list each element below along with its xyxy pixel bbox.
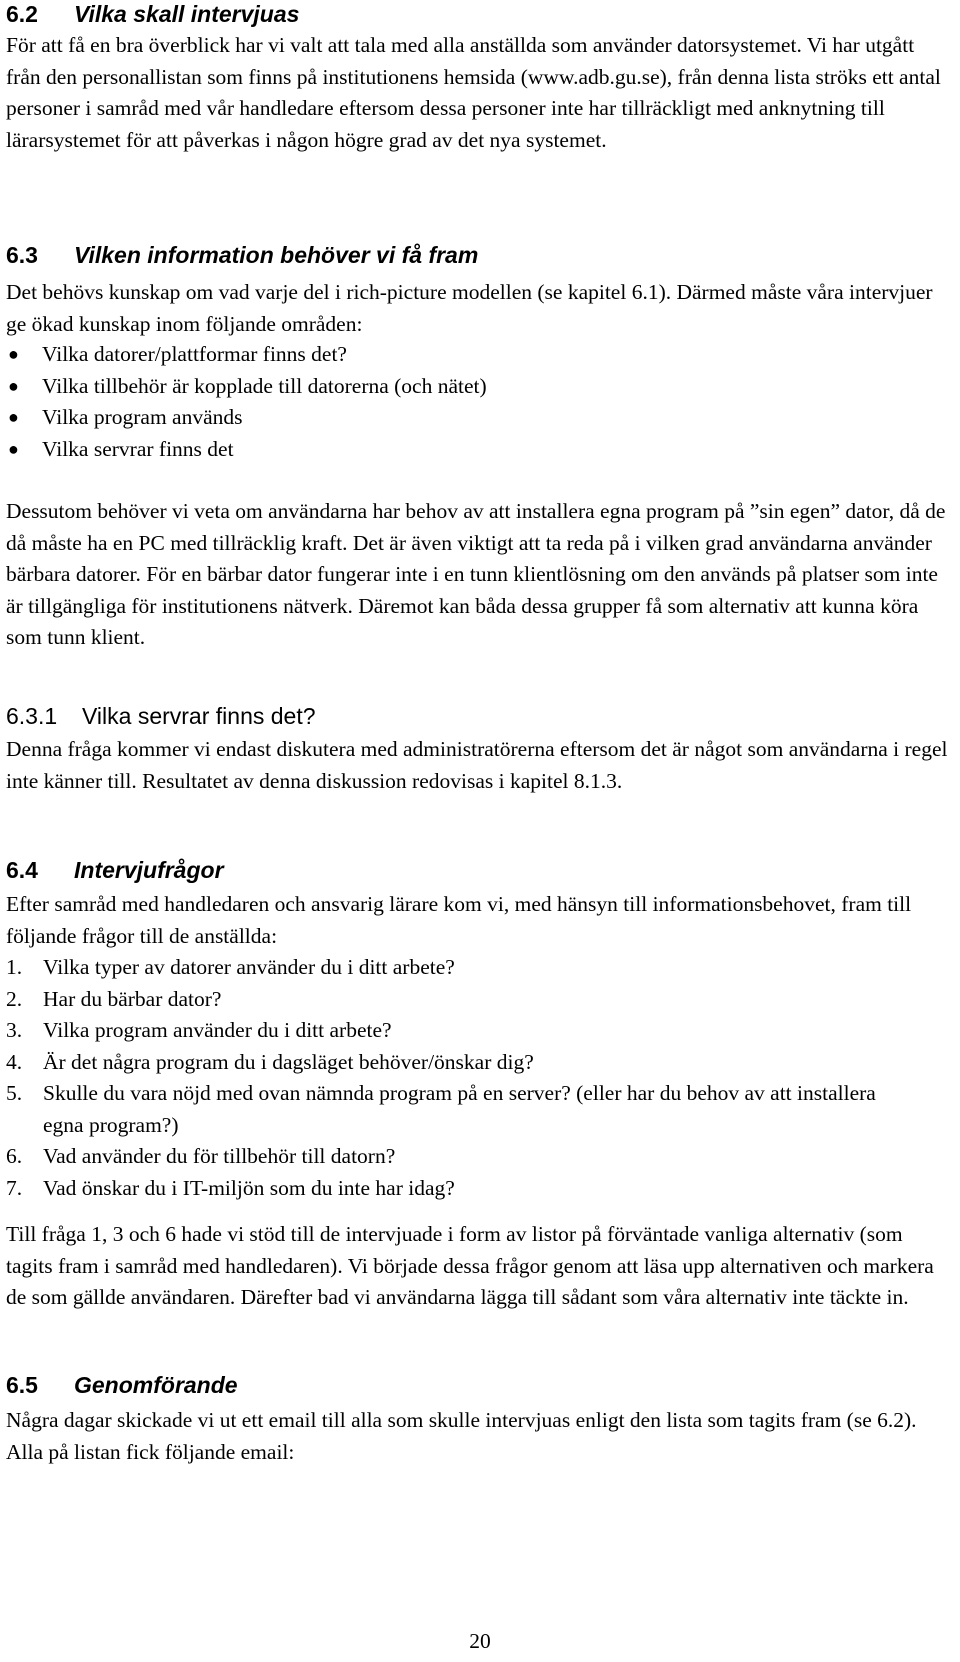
question-text: Vad önskar du i IT-miljön som du inte har idag? (43, 1175, 455, 1200)
question-number: 1. (6, 955, 23, 979)
bullet-icon: ● (8, 375, 19, 396)
section-heading-6-4 (6, 856, 224, 884)
interview-questions-list (6, 952, 950, 1204)
question-item (6, 1078, 950, 1141)
list-item-text: Vilka program används (42, 405, 243, 429)
section-number: 6.5 (6, 1372, 38, 1398)
question-item (6, 1173, 950, 1205)
list-item (6, 339, 950, 371)
question-item (6, 984, 950, 1016)
section-title: Vilken information behöver vi få fram (74, 242, 479, 268)
bullet-icon: ● (8, 438, 19, 459)
list-item (6, 371, 950, 403)
information-needs-list (6, 339, 950, 465)
section-number: 6.2 (6, 1, 38, 27)
question-number: 3. (6, 1018, 23, 1042)
question-number: 2. (6, 986, 23, 1011)
question-number: 6. (6, 1144, 23, 1168)
list-item-text: Vilka servrar finns det (42, 436, 234, 461)
page-number: 20 (469, 1629, 491, 1653)
section-6-2-paragraph: För att få en bra överblick har vi valt att tala med alla anställda som använder datorsystemet. Vi har utgått från den personallistan som finns på institutionens hemsida (www.adb.gu.se), från denna lista ströks ett antal personer i samråd med vår handledare eftersom dessa personer inte har tillräckligt med anknytning till lärarsystemet för att påverkas i någon högre grad av det nya systemet. (6, 33, 941, 152)
question-text: Vilka typer av datorer använder du i ditt arbete? (43, 955, 455, 979)
section-6-5-paragraph: Några dagar skickade vi ut ett email till alla som skulle intervjuas enligt den lista som tagits fram (se 6.2). Alla på listan fick följande email: (6, 1408, 917, 1464)
question-number: 7. (6, 1175, 23, 1200)
bullet-icon: ● (8, 344, 19, 364)
question-text: Skulle du vara nöjd med ovan nämnda program på en server? (eller har du behov av att installera egna program?) (43, 1081, 876, 1137)
section-heading-6-5 (6, 1371, 238, 1399)
question-item (6, 1015, 950, 1047)
bullet-icon: ● (8, 407, 19, 427)
list-item-text: Vilka datorer/plattformar finns det? (42, 342, 347, 366)
list-item (6, 434, 950, 466)
question-item (6, 952, 950, 984)
section-title: Intervjufrågor (74, 857, 224, 883)
question-number: 4. (6, 1049, 23, 1074)
section-heading-6-3-1 (6, 702, 316, 730)
section-number: 6.3 (6, 242, 38, 268)
section-6-3-paragraph-2: Dessutom behöver vi veta om användarna har behov av att installera egna program på ”sin egen” dator, då de då måste ha en PC med tillräcklig kraft. Det är även viktigt att ta reda på i vilken grad användarna använder bärbara datorer. För en bärbar dator fungerar inte i en tunn klientlösning om den används på platser som inte är tillgängliga för institutionens nätverk. Däremot kan båda dessa grupper få som alternativ att kunna köra som tunn klient. (6, 499, 946, 649)
question-text: Vilka program använder du i ditt arbete? (43, 1018, 392, 1042)
section-6-3-paragraph: Det behövs kunskap om vad varje del i rich-picture modellen (se kapitel 6.1). Därmed måste våra intervjuer ge ökad kunskap inom följande områden: (6, 280, 933, 336)
question-item (6, 1141, 950, 1173)
question-text: Har du bärbar dator? (43, 986, 222, 1011)
section-title: Genomförande (74, 1372, 238, 1398)
section-number: 6.4 (6, 857, 38, 883)
section-title: Vilka servrar finns det? (82, 703, 316, 729)
section-heading-6-2 (6, 0, 299, 28)
section-6-3-1-paragraph: Denna fråga kommer vi endast diskutera med administratörerna eftersom det är något som användarna i regel inte känner till. Resultatet av denna diskussion redovisas i kapitel 8.1.3. (6, 737, 948, 793)
section-title: Vilka skall intervjuas (74, 1, 300, 27)
section-heading-6-3 (6, 241, 478, 269)
list-item (6, 402, 950, 434)
question-item (6, 1047, 950, 1079)
section-number: 6.3.1 (6, 703, 58, 729)
list-item-text: Vilka tillbehör är kopplade till datorerna (och nätet) (42, 373, 487, 398)
question-text: Vad använder du för tillbehör till datorn? (43, 1144, 396, 1168)
section-6-4-paragraph-2: Till fråga 1, 3 och 6 hade vi stöd till de intervjuade i form av listor på förväntade vanliga alternativ (som tagits fram i samråd med handledaren). Vi började dessa frågor genom att läsa upp alternativen och markera de som gällde användaren. Därefter bad vi användarna lägga till sådant som våra alternativ inte täckte in. (6, 1222, 934, 1309)
question-text: Är det några program du i dagsläget behöver/önskar dig? (43, 1049, 534, 1074)
question-number: 5. (6, 1081, 23, 1105)
section-6-4-paragraph: Efter samråd med handledaren och ansvarig lärare kom vi, med hänsyn till informationsbehovet, fram till följande frågor till de anställda: (6, 892, 912, 948)
